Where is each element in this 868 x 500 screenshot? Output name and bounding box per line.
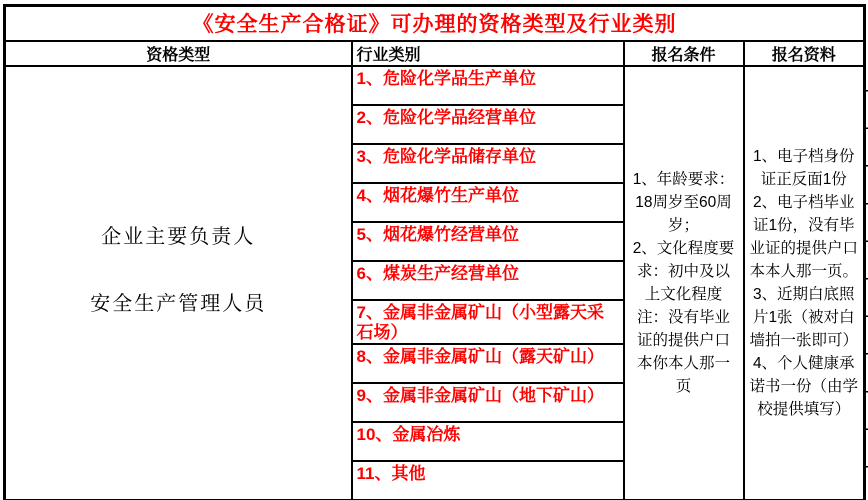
industry-cell: 5、烟花爆竹经营单位 <box>352 222 624 261</box>
industry-cell: 10、金属冶炼 <box>352 422 624 461</box>
material-item: 1、电子档身份证正反面1份 <box>752 147 855 188</box>
header-application-materials: 报名资料 <box>744 41 865 66</box>
industry-cell: 7、金属非金属矿山（小型露天采石场） <box>352 300 624 344</box>
material-item: 3、近期白底照片1张（被对白墙拍一张即可） <box>749 285 859 349</box>
title-row <box>5 6 865 42</box>
material-item: 4、个人健康承诺书一份（由学校提供填写） <box>749 354 859 418</box>
condition-item: 注：没有毕业证的提供户口本你本人那一页 <box>636 308 730 395</box>
gridline-ticks <box>863 90 868 471</box>
qualification-table <box>3 4 866 500</box>
industry-cell: 2、危险化学品经营单位 <box>352 105 624 144</box>
material-item: 2、电子档毕业证1份，没有毕业证的提供户口本本人那一页。 <box>749 193 859 280</box>
industry-cell: 4、烟花爆竹生产单位 <box>352 183 624 222</box>
conditions-cell <box>624 66 744 500</box>
header-row <box>5 41 865 66</box>
table-title: 《安全生产合格证》可办理的资格类型及行业类别 <box>5 6 865 42</box>
condition-item: 1、年龄要求：18周岁至60周岁； <box>632 170 735 234</box>
industry-cell: 8、金属非金属矿山（露天矿山） <box>352 344 624 383</box>
industry-cell: 9、金属非金属矿山（地下矿山） <box>352 383 624 422</box>
header-application-conditions: 报名条件 <box>624 41 744 66</box>
qualification-type-cell <box>5 66 352 500</box>
header-industry-category: 行业类别 <box>352 41 624 66</box>
industry-cell: 3、危险化学品储存单位 <box>352 144 624 183</box>
spacer <box>7 249 350 287</box>
qualification-type-item: 安全生产管理人员 <box>90 293 267 316</box>
condition-item: 2、文化程度要求：初中及以上文化程度 <box>632 239 735 303</box>
materials-cell <box>744 66 865 500</box>
industry-cell: 6、煤炭生产经营单位 <box>352 261 624 300</box>
table-row <box>5 66 865 105</box>
header-qualification-type: 资格类型 <box>5 41 352 66</box>
industry-cell: 1、危险化学品生产单位 <box>352 66 624 105</box>
qualification-type-item: 企业主要负责人 <box>101 226 256 249</box>
industry-cell: 11、其他 <box>352 461 624 500</box>
